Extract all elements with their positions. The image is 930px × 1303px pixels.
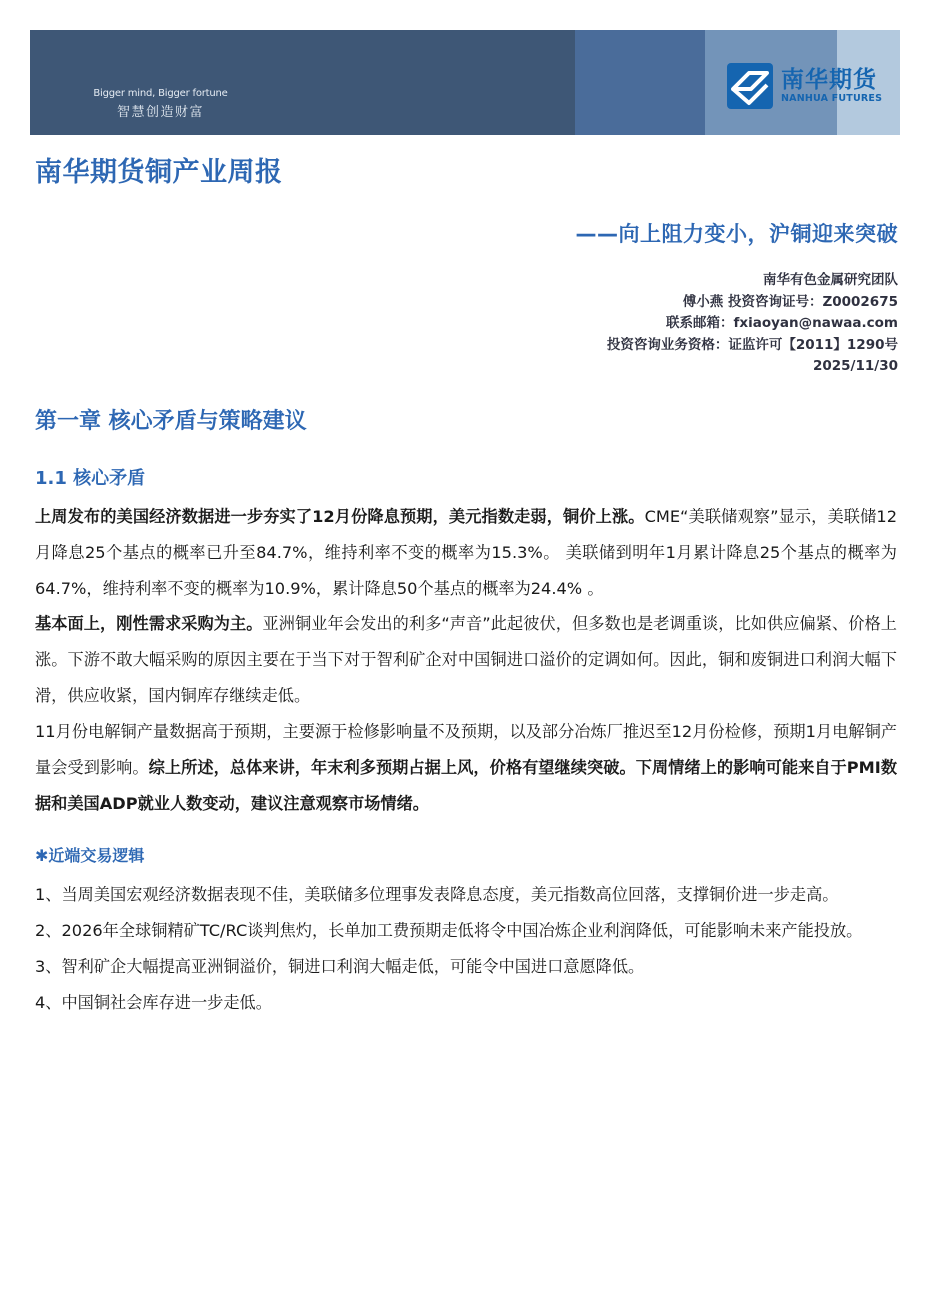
header-banner [30, 30, 900, 135]
nanhua-logo-icon [727, 63, 773, 109]
paragraph-lead: 上周发布的美国经济数据进一步夯实了12月份降息预期，美元指数走弱，铜价上涨。 [35, 507, 645, 526]
list-item: 4、中国铜社会库存进一步走低。 [35, 993, 272, 1012]
section-heading: 1.1 核心矛盾 [35, 468, 146, 489]
logo-english-name: NANHUA FUTURES [781, 93, 883, 104]
trading-logic-heading: ✱近端交易逻辑 [35, 846, 145, 865]
business-license: 投资咨询业务资格：证监许可【2011】1290号 [606, 336, 898, 353]
trading-logic-list [35, 877, 897, 1021]
slogan-chinese: 智慧创造财富 [116, 105, 204, 120]
paragraph-body: 11月份电解铜产量数据高于预期，主要源于检修影响量不及预期，以及部分冶炼厂推迟至12月份检修，预期1月电解铜产量会受到影响。 [35, 722, 897, 777]
paragraph-body: 亚洲铜业年会发出的利多“声音”此起彼伏，但多数也是老调重谈，比如供应偏紧、价格上涨。下游不敢大幅采购的原因主要在于当下对于智利矿企对中国铜进口溢价的定调如何。因此，铜和废铜进口利润大幅下滑，供应收紧，国内铜库存继续走低。 [35, 614, 897, 705]
slogan-english: Bigger mind, Bigger fortune [93, 88, 228, 99]
research-team: 南华有色金属研究团队 [763, 272, 898, 288]
paragraph-fundamentals [35, 606, 897, 714]
chapter-heading: 第一章 核心矛盾与策略建议 [35, 409, 307, 434]
report-title: 南华期货铜产业周报 [35, 157, 283, 188]
list-item: 2、2026年全球铜精矿TC/RC谈判焦灼，长单加工费预期走低将令中国冶炼企业利润降低，可能影响未来产能投放。 [35, 921, 863, 940]
paragraph-production [35, 714, 897, 822]
list-item: 3、智利矿企大幅提高亚洲铜溢价，铜进口利润大幅走低，可能令中国进口意愿降低。 [35, 957, 645, 976]
paragraph-lead: 基本面上，刚性需求采购为主。 [35, 614, 263, 633]
paragraph-macro [35, 499, 897, 607]
logo-chinese-name: 南华期货 [781, 67, 877, 93]
company-logo [727, 61, 882, 111]
contact-email: 联系邮箱：fxiaoyan@nawaa.com [666, 315, 898, 331]
banner-stripe [575, 30, 705, 135]
report-subtitle: ——向上阻力变小，沪铜迎来突破 [575, 222, 898, 246]
author-info [607, 270, 898, 378]
list-item: 1、当周美国宏观经济数据表现不佳，美联储多位理事发表降息态度，美元指数高位回落，支撑铜价进一步走高。 [35, 885, 839, 904]
paragraph-body: CME“美联储观察”显示，美联储12月降息25个基点的概率已升至84.7%，维持利率不变的概率为15.3%。 美联储到明年1月累计降息25个基点的概率为64.7%，维持利率不变的概率为10.9%，累计降息50个基点的概率为24.4% 。 [35, 507, 897, 598]
analyst-license: 傅小燕 投资咨询证号：Z0002675 [682, 293, 898, 310]
slogan [88, 88, 233, 120]
paragraph-conclusion: 综上所述，总体来讲，年末利多预期占据上风，价格有望继续突破。下周情绪上的影响可能来自于PMI数据和美国ADP就业人数变动，建议注意观察市场情绪。 [35, 758, 898, 813]
report-date: 2025/11/30 [812, 358, 898, 374]
